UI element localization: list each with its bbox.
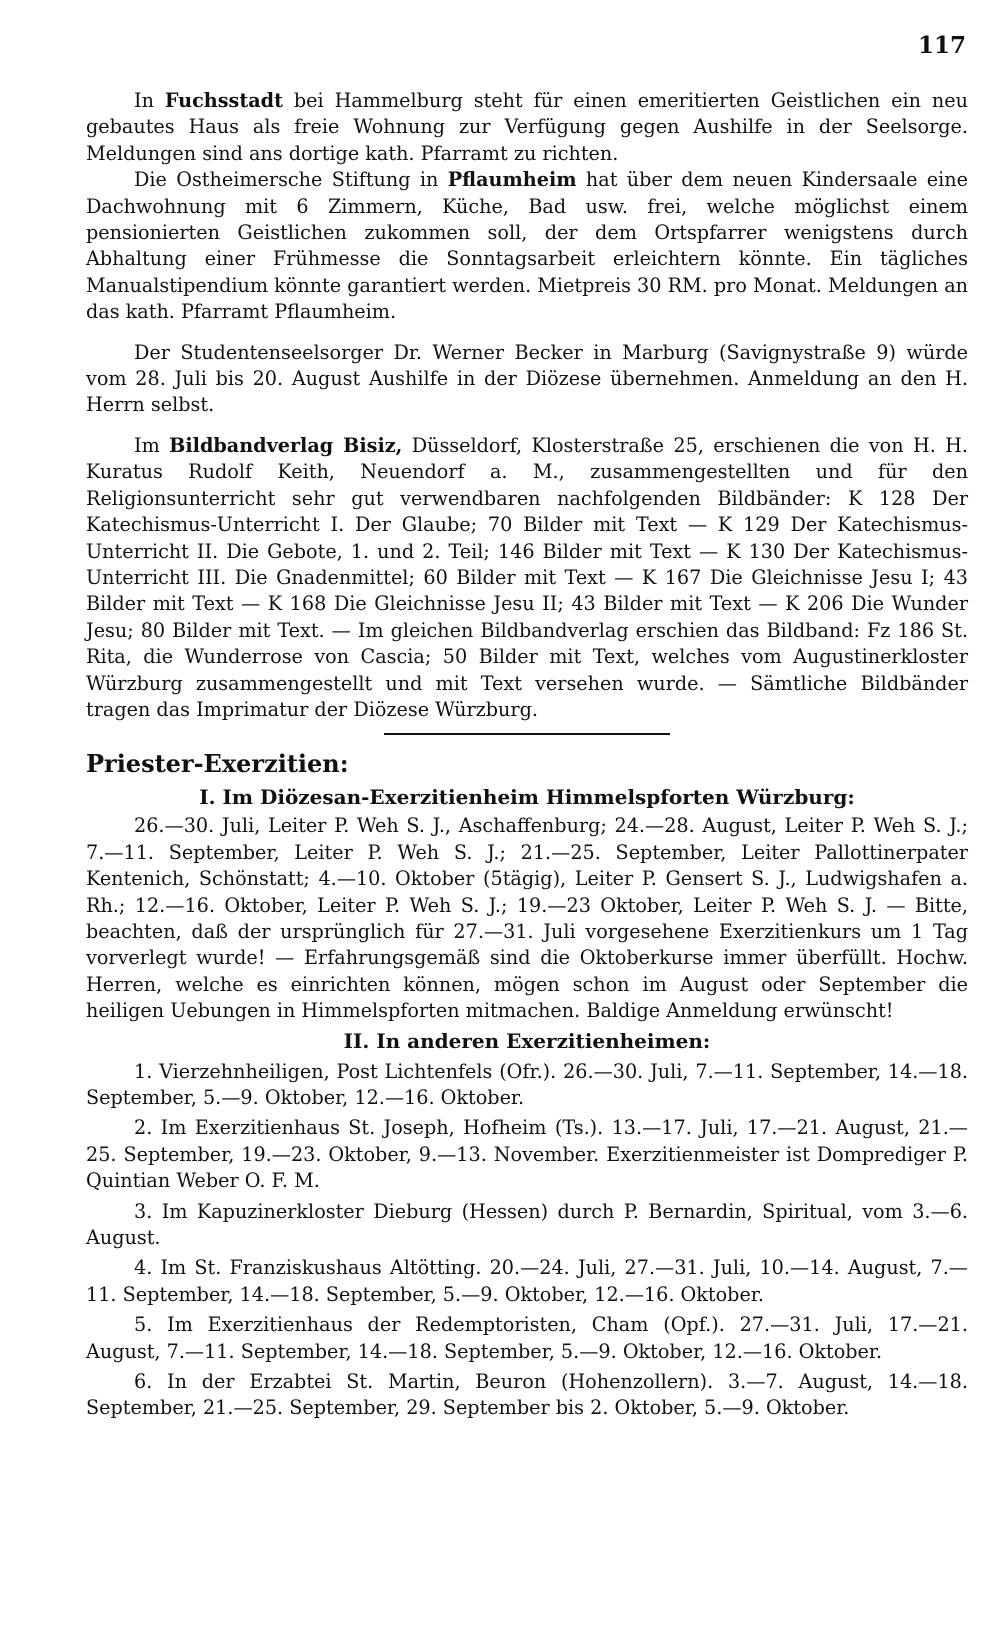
section-2-heading: II. In anderen Exerzitienheimen: (343, 1028, 711, 1053)
retreat-item: 5. Im Exerzitienhaus der Redemptoristen, Cham (Opf.). 27.—31. Juli, 17.—21. August, 7.—11. September, 14.—18. September, 5.—9. Oktober, 12.—16. Oktober. (86, 1313, 968, 1363)
section-1-text: 26.—30. Juli, Leiter P. Weh S. J., Aschaffenburg; 24.—28. August, Leiter P. Weh S. J.; 7.—11. September, Leiter P. Weh S. J.; 21.—25. September, Leiter Pallottinerpater Kentenich, Schönstatt; 4.—10. Oktober (5tägig), Leiter P. Gensert S. J., Ludwigshafen a. Rh.; 12.—16. Oktober, Leiter P. Weh S. J.; 19.—23 Oktober, Leiter P. Weh S. J. — Bitte, beachten, daß der ursprünglich für 27.—31. Juli vorgesehene Exerzitienkurs um 1 Tag vorverlegt wurde! — Erfahrungsgemäß sind die Oktoberkurse immer überfüllt. Hochw. Herren, welche es einrichten können, mögen schon im August oder September die heiligen Uebungen in Himmelspforten mitmachen. Baldige Anmeldung erwünscht! (86, 814, 968, 1023)
paragraph-lead: Im (134, 433, 170, 457)
paragraph-lead: Die Ostheimersche Stiftung in (134, 168, 448, 192)
retreat-item: 6. In der Erzabtei St. Martin, Beuron (Hohenzollern). 3.—7. August, 14.—18. September, 21.—25. September, 29. September bis 2. Oktober, 5.—9. Oktober. (86, 1370, 968, 1420)
place-name: Fuchsstadt (164, 89, 283, 112)
retreat-item: 2. Im Exerzitienhaus St. Joseph, Hofheim (Ts.). 13.—17. Juli, 17.—21. August, 21.—25. September, 19.—23. Oktober, 9.—13. November. Exerzitienmeister ist Domprediger P. Quintian Weber O. F. M. (86, 1116, 968, 1193)
retreat-item: 4. Im St. Franziskushaus Altötting. 20.—24. Juli, 27.—31. Juli, 10.—14. August, 7.—11. September, 14.—18. September, 5.—9. Oktober, 12.—16. Oktober. (86, 1256, 968, 1306)
page-number: 117 (917, 32, 966, 59)
paragraph-fuchsstadt (86, 88, 968, 167)
paragraph-text: Der Studentenseelsorger Dr. Werner Becker in Marburg (Savignystraße 9) würde vom 28. Juli bis 20. August Aushilfe in der Diözese übernehmen. Anmeldung an den H. Herrn selbst. (86, 340, 968, 417)
section-divider (384, 733, 670, 735)
place-name: Pflaumheim (447, 168, 577, 192)
paragraph-studentenseelsorger (86, 340, 968, 419)
retreat-item: 3. Im Kapuzinerkloster Dieburg (Hessen) durch P. Bernardin, Spiritual, vom 3.—6. August. (86, 1199, 968, 1250)
paragraph-text: Düsseldorf, Klosterstraße 25, erschienen die von H. H. Kuratus Rudolf Keith, Neuendorf a. M., zusammengestellten und für den Religionsunterricht sehr gut verwendbaren nachfolgenden Bildbänder: K 128 Der Katechismus-Unterricht I. Der Glaube; 70 Bilder mit Text — K 129 Der Katechismus-Unterricht II. Die Gebote, 1. und 2. Teil; 146 Bilder mit Text — K 130 Der Katechismus-Unterricht III. Die Gnadenmittel; 60 Bilder mit Text — K 167 Die Gleichnisse Jesu I; 43 Bilder mit Text — K 168 Die Gleichnisse Jesu II; 43 Bilder mit Text — K 206 Die Wunder Jesu; 80 Bilder mit Text. — Im gleichen Bildbandverlag erschien das Bildband: Fz 186 St. Rita, die Wunderrose von Cascia; 50 Bilder mit Text, welches vom Augustinerkloster Würzburg zusammengestellt und mit Text versehen wurde. — Sämtliche Bildbänder tragen das Imprimatur der Diözese Würzburg. (86, 433, 968, 721)
retreats-heading: Priester-Exerzitien: (86, 749, 349, 779)
paragraph-pflaumheim (86, 167, 968, 325)
page-body (86, 88, 968, 1422)
retreat-item: 1. Vierzehnheiligen, Post Lichtenfels (Ofr.). 26.—30. Juli, 7.—11. September, 14.—18. September, 5.—9. Oktober, 12.—16. Oktober. (86, 1059, 968, 1109)
section-1-heading: I. Im Diözesan-Exerzitienheim Himmelspforten Würzburg: (199, 785, 855, 810)
paragraph-lead: In (134, 89, 165, 112)
publisher-name: Bildbandverlag Bisiz, (169, 433, 403, 457)
paragraph-text: bei Hammelburg steht für einen emeritierten Geistlichen ein neu gebautes Haus als freie Wohnung zur Verfügung gegen Aushilfe in der Seelsorge. Meldungen sind ans dortige kath. Pfarramt zu richten. (86, 89, 968, 165)
paragraph-text: hat über dem neuen Kindersaale eine Dachwohnung mit 6 Zimmern, Küche, Bad usw. frei, welche möglichst einem pensionierten Geistlichen zukommen soll, der dem Ortspfarrer wenigstens durch Abhaltung einer Frühmesse die Sonntagsarbeit erleichtern könnte. Ein tägliches Manualstipendium könnte garantiert werden. Mietpreis 30 RM. pro Monat. Meldungen an das kath. Pfarramt Pflaumheim. (86, 168, 968, 324)
paragraph-bildbandverlag (86, 433, 968, 723)
